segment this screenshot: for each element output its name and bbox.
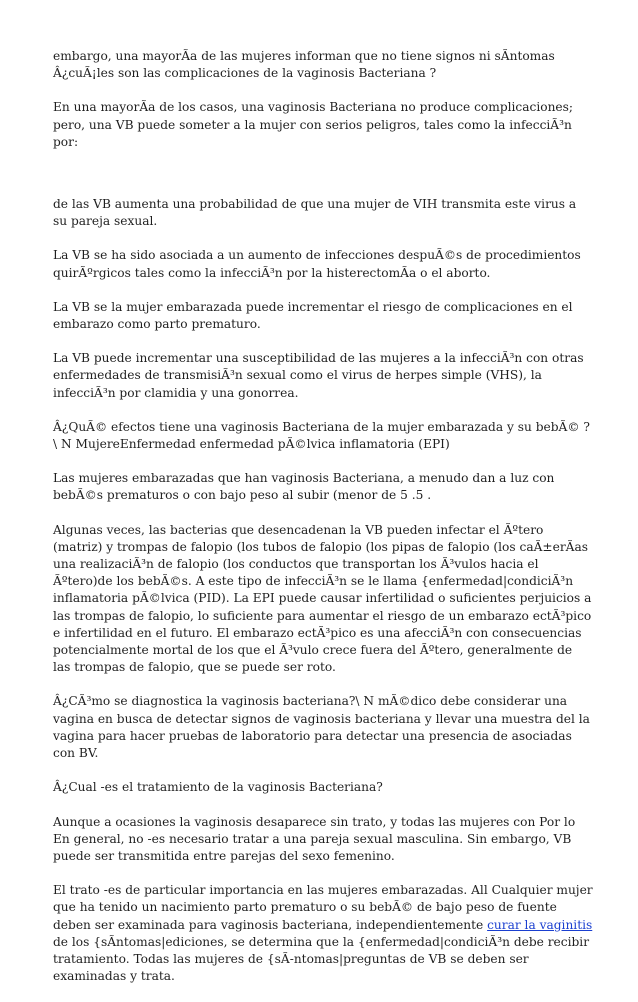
paragraph-treatment-question: Â¿Cual -es el tratamiento de la vaginosis Bacteriana? bbox=[53, 780, 383, 795]
blank-gap bbox=[53, 168, 593, 196]
paragraph-pregnancy-risk: La VB se la mujer embarazada puede incrementar el riesgo de complicaciones en el embarazo como parto prematuro. bbox=[53, 299, 573, 332]
paragraph-post-surgery-infections: La VB se ha sido asociada a un aumento de infecciones despuÃ©s de procedimientos quirÃºrgicos tales como la infecciÃ³n por la histerectomÃa o el aborto. bbox=[53, 248, 581, 280]
paragraph-hiv-risk: de las VB aumenta una probabilidad de que una mujer de VIH transmita este virus a su pareja sexual. bbox=[53, 197, 577, 229]
paragraph-treatment-partners: Aunque a ocasiones la vaginosis desaparece sin trato, y todas las mujeres con Por lo En general, no -es necesario tratar a una pareja sexual masculina. Sin embargo, VB puede ser transmitida entre parejas del sexo femenino. bbox=[53, 814, 576, 863]
paragraph-diagnosis: Â¿CÃ³mo se diagnostica la vaginosis bacteriana?\ N mÃ©dico debe considerar una vagina en busca de detectar signos de vaginosis bacteriana y llevar una muestra del la vagina para hacer pruebas de laboratorio para detectar una presencia de asociadas con BV. bbox=[53, 694, 590, 761]
paragraph-pregnancy-effects-question: Â¿QuÃ© efectos tiene una vaginosis Bacteriana de la mujer embarazada y su bebÃ© ?\ N MujereEnfermedad enfermedad pÃ©lvica inflamatoria (EPI) bbox=[53, 419, 590, 452]
paragraph-premature-birth: Las mujeres embarazadas que han vaginosis Bacteriana, a menudo dan a luz con bebÃ©s prematuros o con bajo peso al subir (menor de 5 .5 . bbox=[53, 471, 555, 503]
paragraph-text-after-link: de los {sÃntomas|ediciones, se determina que la {enfermedad|condiciÃ³n debe recibir tratamiento. Todas las mujeres de {sÃ-ntomas|preguntas de VB se deben ser examinadas y trata. bbox=[53, 934, 590, 984]
paragraph-std-susceptibility: La VB puede incrementar una susceptibilidad de las mujeres a la infecciÃ³n con otras enfermedades de transmisiÃ³n sexual como el virus de herpes simple (VHS), la infecciÃ³n por clamidia y una gonorrea. bbox=[53, 351, 584, 400]
paragraph-text-before-link: El trato -es de particular importancia en las mujeres embarazadas. All Cualquier mujer que ha tenido un nacimiento parto prematuro o su bebÃ© de bajo peso de fuente deben ser examinada para vaginosis bacteriana, independientemente bbox=[53, 883, 593, 932]
curar-vaginitis-link[interactable]: curar la vaginitis bbox=[487, 917, 593, 932]
paragraph-complications-intro: En una mayorÃa de los casos, una vaginosis Bacteriana no produce complicaciones; pero, una VB puede someter a la mujer con serios peligros, tales como la infecciÃ³n por: bbox=[53, 100, 573, 149]
paragraph-treatment-pregnancy bbox=[53, 882, 593, 985]
paragraph-pid: Algunas veces, las bacterias que desencadenan la VB pueden infectar el Ãºtero (matriz) y trompas de falopio (los tubos de falopio (los pipas de falopio (los caÃ±erÃas una realizaciÃ³n de falopio (los conductos que transportan los Ã³vulos hacia el Ãºtero)de los bebÃ©s. A este tipo de infecciÃ³n se le llama {enfermedad|condiciÃ³n inflamatoria pÃ©lvica (PID). La EPI puede causar infertilidad o suficientes perjuicios a las trompas de falopio, lo suficiente para aumentar el riesgo de un embarazo ectÃ³pico e infertilidad en el futuro. El embarazo ectÃ³pico es una afecciÃ³n con consecuencias potencialmente mortal de los que el Ã³vulo crece fuera del Ãºtero, generalmente de las trompas de falopio, que se puede ser roto. bbox=[53, 522, 592, 675]
paragraph-complications-question: embargo, una mayorÃa de las mujeres informan que no tiene signos ni sÃntomas Â¿cuÃ¡les son las complicaciones de la vaginosis Bacteriana ? bbox=[53, 49, 555, 81]
document-page bbox=[53, 48, 593, 1002]
